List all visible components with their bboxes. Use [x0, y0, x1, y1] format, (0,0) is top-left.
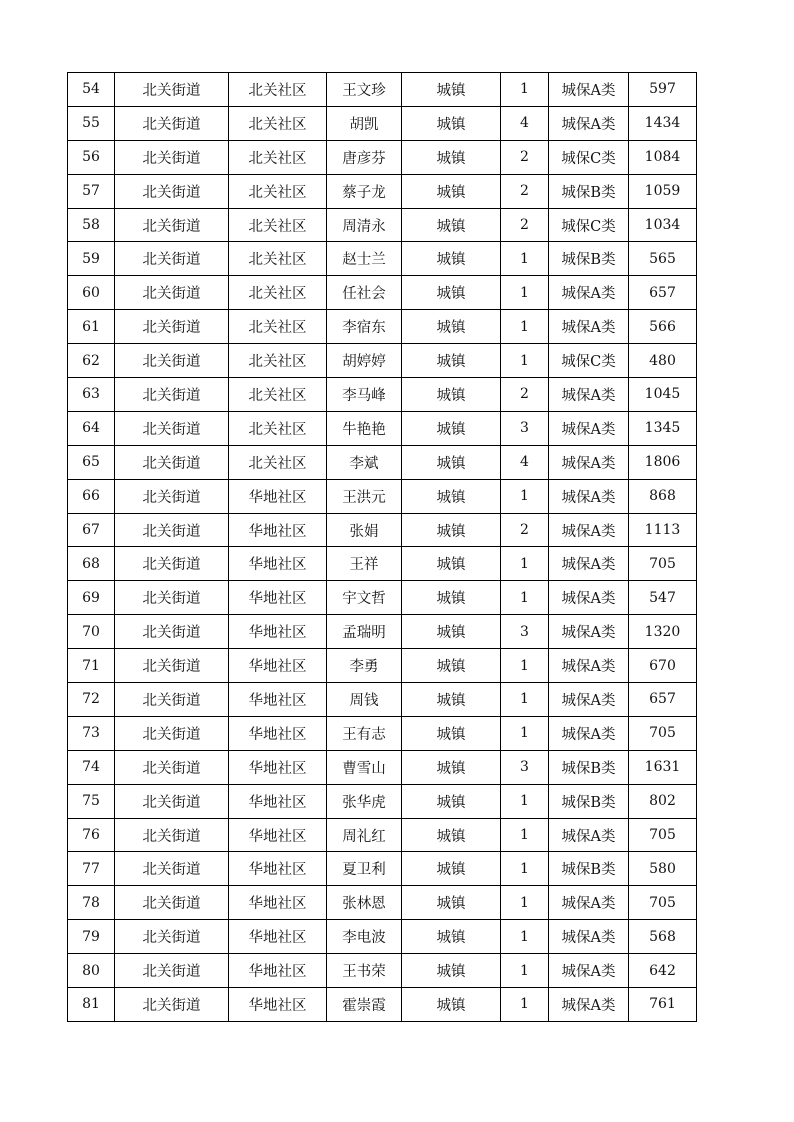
type-cell: 城镇	[402, 445, 501, 479]
name-cell: 曹雪山	[327, 750, 402, 784]
household-count-cell: 1	[501, 242, 549, 276]
street-cell: 北关街道	[115, 818, 229, 852]
name-cell: 李马峰	[327, 378, 402, 412]
table-row	[68, 683, 697, 717]
community-cell: 北关社区	[229, 208, 327, 242]
community-cell: 华地社区	[229, 988, 327, 1022]
type-cell: 城镇	[402, 988, 501, 1022]
household-count-cell: 1	[501, 683, 549, 717]
row-index-cell: 56	[68, 140, 115, 174]
street-cell: 北关街道	[115, 683, 229, 717]
row-index-cell: 73	[68, 716, 115, 750]
name-cell: 周钱	[327, 683, 402, 717]
street-cell: 北关街道	[115, 276, 229, 310]
street-cell: 北关街道	[115, 208, 229, 242]
name-cell: 王书荣	[327, 954, 402, 988]
category-cell: 城保A类	[549, 445, 629, 479]
category-cell: 城保A类	[549, 683, 629, 717]
type-cell: 城镇	[402, 310, 501, 344]
street-cell: 北关街道	[115, 479, 229, 513]
table-row	[68, 140, 697, 174]
type-cell: 城镇	[402, 140, 501, 174]
amount-cell: 1320	[629, 615, 697, 649]
category-cell: 城保A类	[549, 513, 629, 547]
table-row	[68, 73, 697, 107]
table-row	[68, 411, 697, 445]
table-row	[68, 174, 697, 208]
amount-cell: 868	[629, 479, 697, 513]
type-cell: 城镇	[402, 683, 501, 717]
type-cell: 城镇	[402, 411, 501, 445]
type-cell: 城镇	[402, 784, 501, 818]
table-row	[68, 716, 697, 750]
row-index-cell: 71	[68, 649, 115, 683]
street-cell: 北关街道	[115, 106, 229, 140]
household-count-cell: 4	[501, 106, 549, 140]
community-cell: 华地社区	[229, 683, 327, 717]
type-cell: 城镇	[402, 886, 501, 920]
amount-cell: 705	[629, 716, 697, 750]
category-cell: 城保B类	[549, 174, 629, 208]
table-row	[68, 818, 697, 852]
street-cell: 北关街道	[115, 886, 229, 920]
row-index-cell: 78	[68, 886, 115, 920]
street-cell: 北关街道	[115, 310, 229, 344]
amount-cell: 566	[629, 310, 697, 344]
street-cell: 北关街道	[115, 242, 229, 276]
name-cell: 李斌	[327, 445, 402, 479]
category-cell: 城保C类	[549, 344, 629, 378]
name-cell: 周礼红	[327, 818, 402, 852]
amount-cell: 1084	[629, 140, 697, 174]
row-index-cell: 79	[68, 920, 115, 954]
name-cell: 蔡子龙	[327, 174, 402, 208]
category-cell: 城保A类	[549, 716, 629, 750]
table-row	[68, 310, 697, 344]
name-cell: 李电波	[327, 920, 402, 954]
household-count-cell: 1	[501, 73, 549, 107]
table-row	[68, 378, 697, 412]
street-cell: 北关街道	[115, 716, 229, 750]
street-cell: 北关街道	[115, 581, 229, 615]
amount-cell: 1631	[629, 750, 697, 784]
household-count-cell: 1	[501, 547, 549, 581]
street-cell: 北关街道	[115, 547, 229, 581]
row-index-cell: 60	[68, 276, 115, 310]
data-table	[67, 72, 697, 1022]
category-cell: 城保A类	[549, 920, 629, 954]
street-cell: 北关街道	[115, 954, 229, 988]
type-cell: 城镇	[402, 818, 501, 852]
community-cell: 北关社区	[229, 140, 327, 174]
household-count-cell: 1	[501, 310, 549, 344]
category-cell: 城保A类	[549, 310, 629, 344]
name-cell: 任社会	[327, 276, 402, 310]
category-cell: 城保A类	[549, 818, 629, 852]
name-cell: 张林恩	[327, 886, 402, 920]
household-count-cell: 1	[501, 716, 549, 750]
row-index-cell: 72	[68, 683, 115, 717]
table-row	[68, 581, 697, 615]
amount-cell: 657	[629, 276, 697, 310]
category-cell: 城保A类	[549, 886, 629, 920]
row-index-cell: 70	[68, 615, 115, 649]
name-cell: 王文珍	[327, 73, 402, 107]
street-cell: 北关街道	[115, 852, 229, 886]
name-cell: 宇文哲	[327, 581, 402, 615]
table-row	[68, 649, 697, 683]
community-cell: 华地社区	[229, 852, 327, 886]
amount-cell: 705	[629, 547, 697, 581]
name-cell: 王祥	[327, 547, 402, 581]
category-cell: 城保A类	[549, 276, 629, 310]
category-cell: 城保A类	[549, 988, 629, 1022]
street-cell: 北关街道	[115, 649, 229, 683]
household-count-cell: 1	[501, 784, 549, 818]
type-cell: 城镇	[402, 649, 501, 683]
community-cell: 华地社区	[229, 547, 327, 581]
community-cell: 北关社区	[229, 242, 327, 276]
table-row	[68, 615, 697, 649]
community-cell: 华地社区	[229, 886, 327, 920]
household-count-cell: 1	[501, 581, 549, 615]
name-cell: 牛艳艳	[327, 411, 402, 445]
type-cell: 城镇	[402, 547, 501, 581]
street-cell: 北关街道	[115, 140, 229, 174]
community-cell: 华地社区	[229, 479, 327, 513]
type-cell: 城镇	[402, 513, 501, 547]
category-cell: 城保A类	[549, 649, 629, 683]
community-cell: 北关社区	[229, 445, 327, 479]
amount-cell: 597	[629, 73, 697, 107]
name-cell: 霍崇霞	[327, 988, 402, 1022]
community-cell: 北关社区	[229, 106, 327, 140]
name-cell: 李勇	[327, 649, 402, 683]
table-row	[68, 954, 697, 988]
amount-cell: 1034	[629, 208, 697, 242]
table-row	[68, 750, 697, 784]
street-cell: 北关街道	[115, 784, 229, 818]
amount-cell: 802	[629, 784, 697, 818]
category-cell: 城保B类	[549, 784, 629, 818]
type-cell: 城镇	[402, 750, 501, 784]
household-count-cell: 1	[501, 479, 549, 513]
household-count-cell: 1	[501, 988, 549, 1022]
amount-cell: 580	[629, 852, 697, 886]
community-cell: 北关社区	[229, 378, 327, 412]
row-index-cell: 74	[68, 750, 115, 784]
row-index-cell: 77	[68, 852, 115, 886]
table-body	[68, 73, 697, 1022]
household-count-cell: 2	[501, 513, 549, 547]
community-cell: 华地社区	[229, 581, 327, 615]
category-cell: 城保B类	[549, 852, 629, 886]
household-count-cell: 1	[501, 954, 549, 988]
street-cell: 北关街道	[115, 750, 229, 784]
table-row	[68, 852, 697, 886]
household-count-cell: 1	[501, 886, 549, 920]
category-cell: 城保A类	[549, 411, 629, 445]
household-count-cell: 2	[501, 174, 549, 208]
type-cell: 城镇	[402, 479, 501, 513]
community-cell: 北关社区	[229, 174, 327, 208]
community-cell: 北关社区	[229, 276, 327, 310]
community-cell: 华地社区	[229, 649, 327, 683]
street-cell: 北关街道	[115, 378, 229, 412]
community-cell: 华地社区	[229, 513, 327, 547]
street-cell: 北关街道	[115, 174, 229, 208]
table-row	[68, 547, 697, 581]
community-cell: 华地社区	[229, 920, 327, 954]
table-row	[68, 344, 697, 378]
household-count-cell: 4	[501, 445, 549, 479]
type-cell: 城镇	[402, 954, 501, 988]
household-count-cell: 2	[501, 140, 549, 174]
street-cell: 北关街道	[115, 344, 229, 378]
table-row	[68, 920, 697, 954]
amount-cell: 568	[629, 920, 697, 954]
type-cell: 城镇	[402, 344, 501, 378]
category-cell: 城保A类	[549, 479, 629, 513]
row-index-cell: 64	[68, 411, 115, 445]
table-row	[68, 988, 697, 1022]
amount-cell: 705	[629, 818, 697, 852]
category-cell: 城保A类	[549, 378, 629, 412]
community-cell: 北关社区	[229, 73, 327, 107]
row-index-cell: 80	[68, 954, 115, 988]
row-index-cell: 59	[68, 242, 115, 276]
household-count-cell: 1	[501, 920, 549, 954]
row-index-cell: 67	[68, 513, 115, 547]
name-cell: 张华虎	[327, 784, 402, 818]
type-cell: 城镇	[402, 73, 501, 107]
household-count-cell: 1	[501, 818, 549, 852]
household-count-cell: 3	[501, 750, 549, 784]
name-cell: 周清永	[327, 208, 402, 242]
type-cell: 城镇	[402, 242, 501, 276]
name-cell: 王洪元	[327, 479, 402, 513]
table-row	[68, 513, 697, 547]
name-cell: 夏卫利	[327, 852, 402, 886]
name-cell: 胡婷婷	[327, 344, 402, 378]
type-cell: 城镇	[402, 106, 501, 140]
household-count-cell: 3	[501, 411, 549, 445]
category-cell: 城保C类	[549, 140, 629, 174]
street-cell: 北关街道	[115, 988, 229, 1022]
category-cell: 城保B类	[549, 242, 629, 276]
table-row	[68, 106, 697, 140]
table-row	[68, 242, 697, 276]
row-index-cell: 57	[68, 174, 115, 208]
type-cell: 城镇	[402, 716, 501, 750]
amount-cell: 547	[629, 581, 697, 615]
household-count-cell: 1	[501, 276, 549, 310]
table-row	[68, 886, 697, 920]
category-cell: 城保A类	[549, 954, 629, 988]
row-index-cell: 68	[68, 547, 115, 581]
table-row	[68, 479, 697, 513]
type-cell: 城镇	[402, 920, 501, 954]
street-cell: 北关街道	[115, 73, 229, 107]
type-cell: 城镇	[402, 852, 501, 886]
street-cell: 北关街道	[115, 513, 229, 547]
row-index-cell: 81	[68, 988, 115, 1022]
community-cell: 华地社区	[229, 818, 327, 852]
street-cell: 北关街道	[115, 445, 229, 479]
type-cell: 城镇	[402, 581, 501, 615]
type-cell: 城镇	[402, 276, 501, 310]
category-cell: 城保A类	[549, 106, 629, 140]
name-cell: 孟瑞明	[327, 615, 402, 649]
category-cell: 城保B类	[549, 750, 629, 784]
street-cell: 北关街道	[115, 615, 229, 649]
amount-cell: 705	[629, 886, 697, 920]
name-cell: 赵士兰	[327, 242, 402, 276]
community-cell: 华地社区	[229, 615, 327, 649]
type-cell: 城镇	[402, 615, 501, 649]
community-cell: 华地社区	[229, 716, 327, 750]
street-cell: 北关街道	[115, 411, 229, 445]
community-cell: 华地社区	[229, 954, 327, 988]
household-count-cell: 3	[501, 615, 549, 649]
household-count-cell: 2	[501, 378, 549, 412]
type-cell: 城镇	[402, 208, 501, 242]
name-cell: 李宿东	[327, 310, 402, 344]
row-index-cell: 58	[68, 208, 115, 242]
community-cell: 北关社区	[229, 310, 327, 344]
category-cell: 城保A类	[549, 615, 629, 649]
row-index-cell: 66	[68, 479, 115, 513]
street-cell: 北关街道	[115, 920, 229, 954]
amount-cell: 1434	[629, 106, 697, 140]
household-count-cell: 1	[501, 649, 549, 683]
amount-cell: 565	[629, 242, 697, 276]
community-cell: 北关社区	[229, 344, 327, 378]
amount-cell: 670	[629, 649, 697, 683]
name-cell: 张娟	[327, 513, 402, 547]
amount-cell: 642	[629, 954, 697, 988]
community-cell: 华地社区	[229, 750, 327, 784]
table-row	[68, 445, 697, 479]
community-cell: 华地社区	[229, 784, 327, 818]
name-cell: 唐彦芬	[327, 140, 402, 174]
category-cell: 城保C类	[549, 208, 629, 242]
amount-cell: 761	[629, 988, 697, 1022]
row-index-cell: 55	[68, 106, 115, 140]
category-cell: 城保A类	[549, 73, 629, 107]
name-cell: 王有志	[327, 716, 402, 750]
amount-cell: 1045	[629, 378, 697, 412]
amount-cell: 1059	[629, 174, 697, 208]
type-cell: 城镇	[402, 378, 501, 412]
row-index-cell: 75	[68, 784, 115, 818]
row-index-cell: 65	[68, 445, 115, 479]
household-count-cell: 1	[501, 344, 549, 378]
table-row	[68, 276, 697, 310]
type-cell: 城镇	[402, 174, 501, 208]
row-index-cell: 62	[68, 344, 115, 378]
community-cell: 北关社区	[229, 411, 327, 445]
household-count-cell: 1	[501, 852, 549, 886]
amount-cell: 657	[629, 683, 697, 717]
table-row	[68, 208, 697, 242]
amount-cell: 1806	[629, 445, 697, 479]
amount-cell: 1113	[629, 513, 697, 547]
row-index-cell: 76	[68, 818, 115, 852]
row-index-cell: 69	[68, 581, 115, 615]
name-cell: 胡凯	[327, 106, 402, 140]
row-index-cell: 61	[68, 310, 115, 344]
row-index-cell: 63	[68, 378, 115, 412]
household-count-cell: 2	[501, 208, 549, 242]
table-row	[68, 784, 697, 818]
category-cell: 城保A类	[549, 547, 629, 581]
amount-cell: 480	[629, 344, 697, 378]
amount-cell: 1345	[629, 411, 697, 445]
row-index-cell: 54	[68, 73, 115, 107]
category-cell: 城保A类	[549, 581, 629, 615]
